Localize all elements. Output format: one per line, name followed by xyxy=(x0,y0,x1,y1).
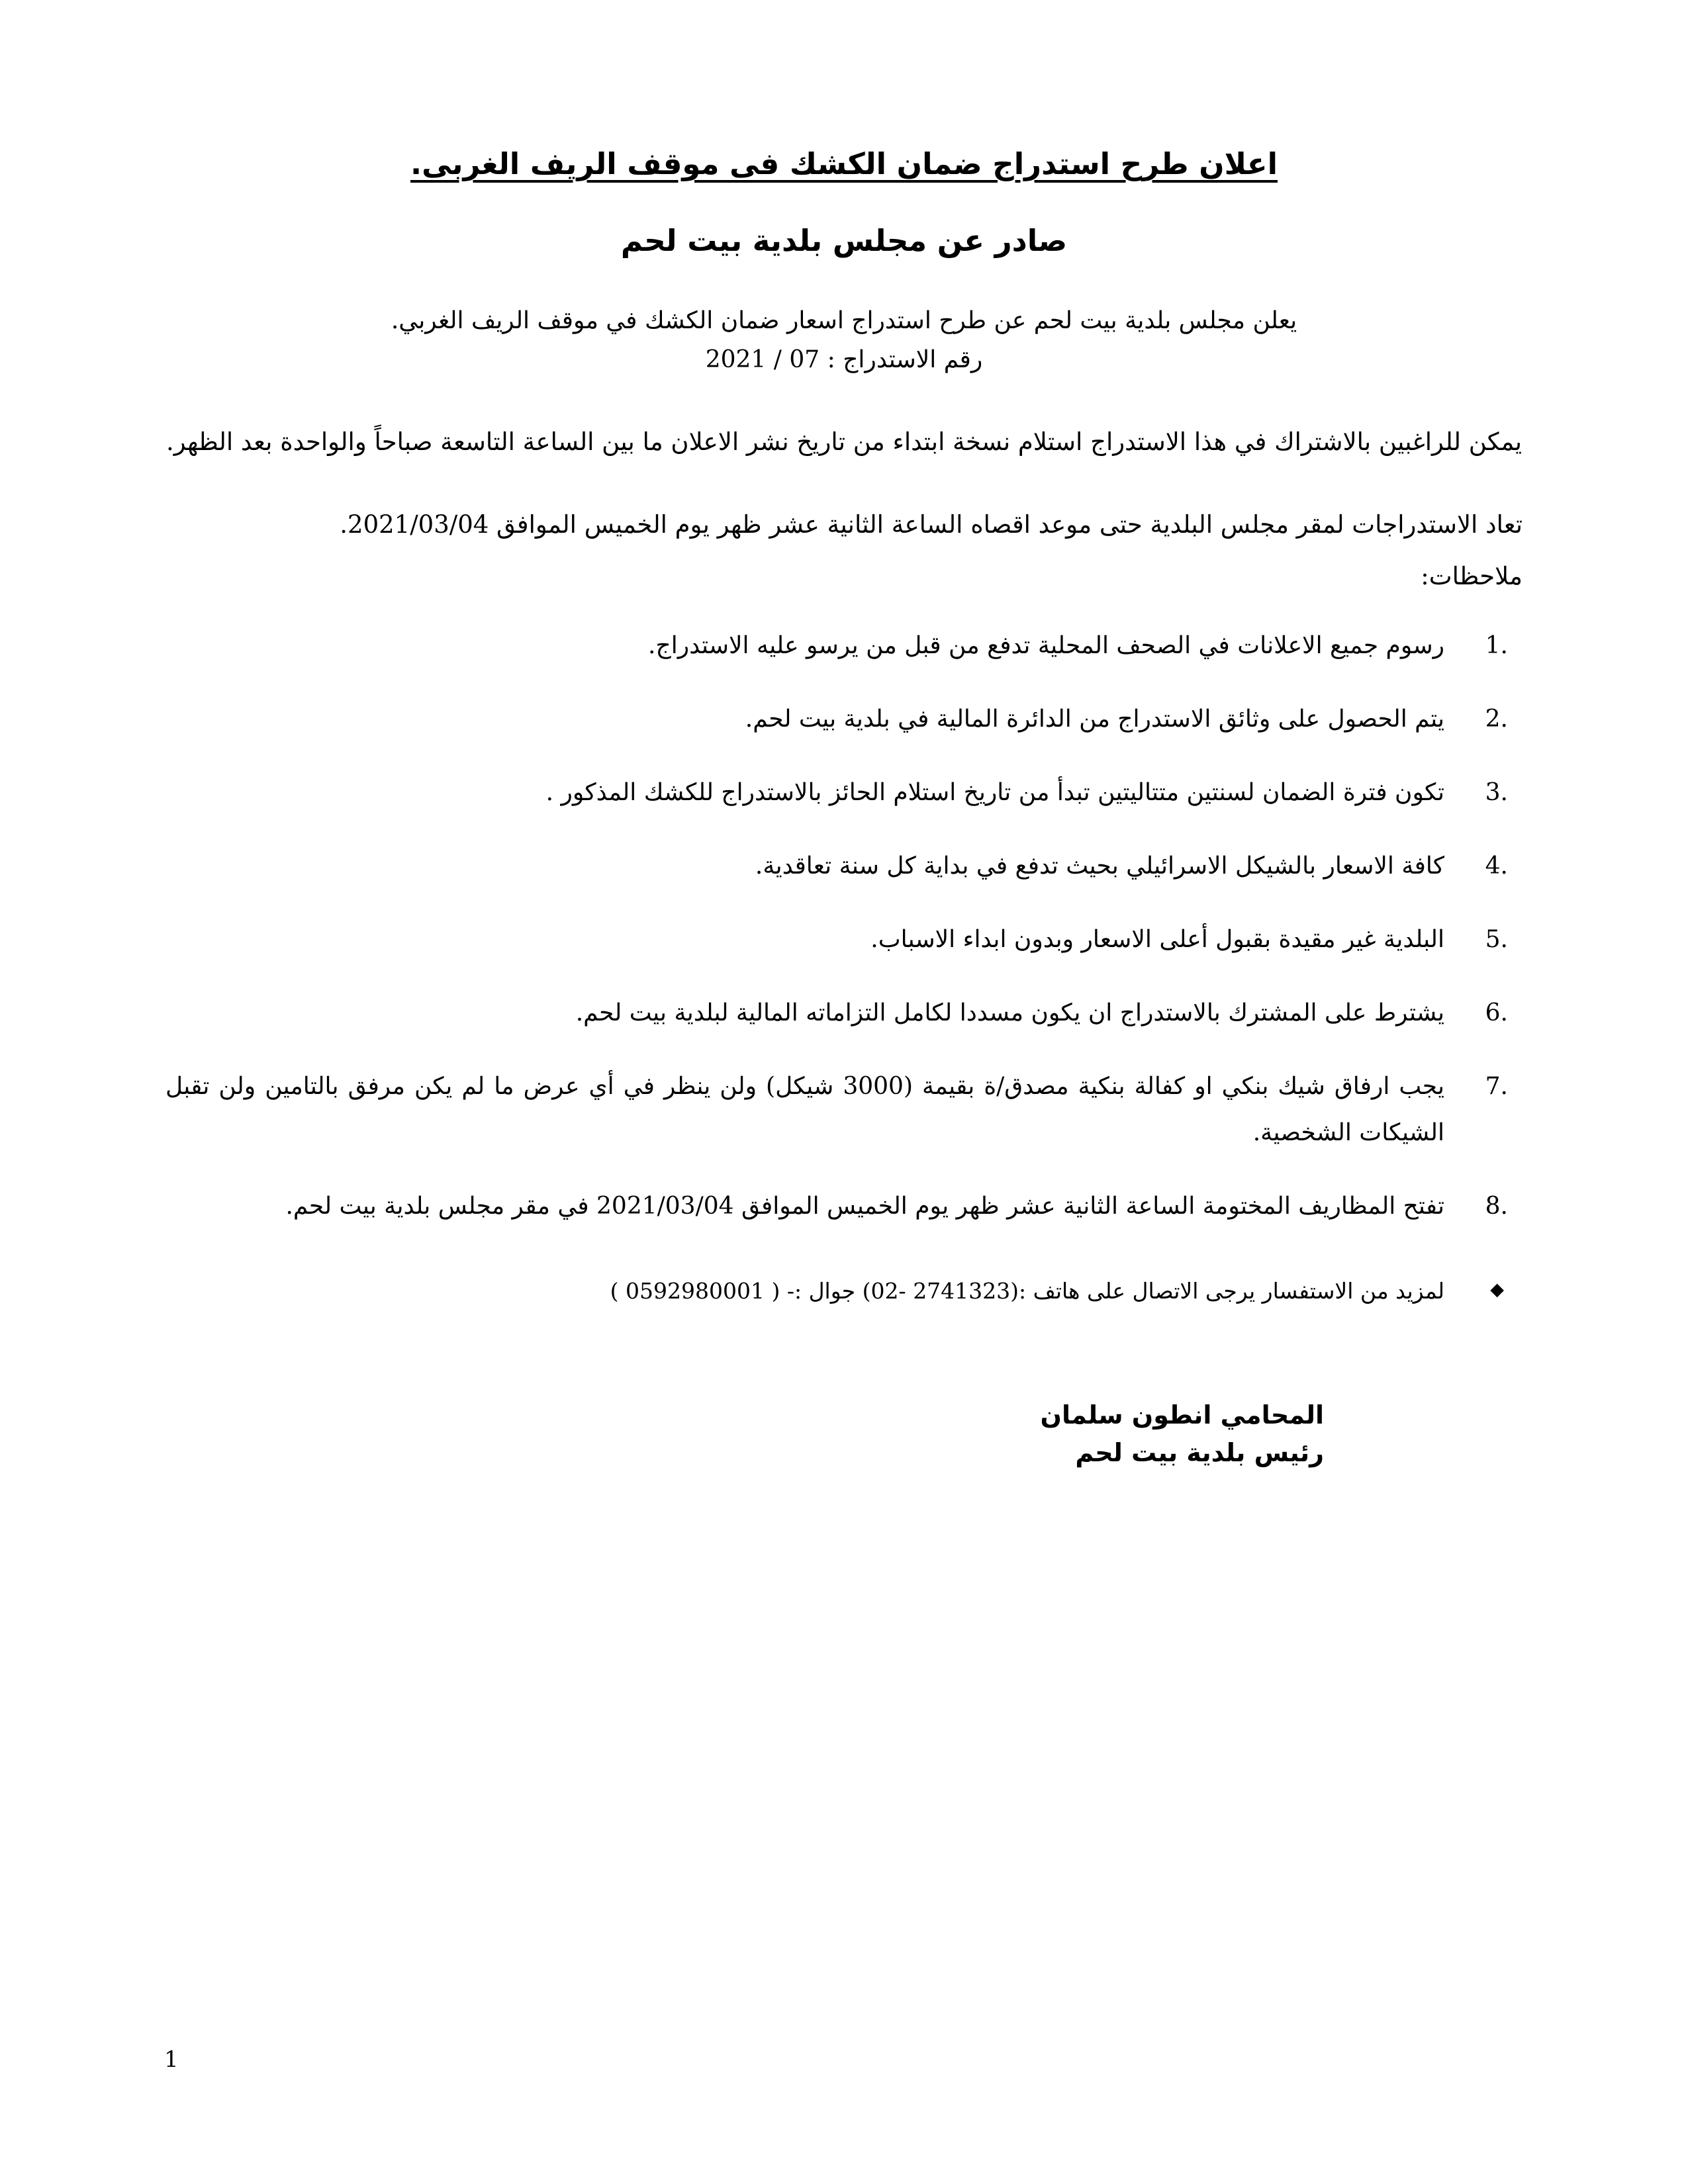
list-item-number: 3. xyxy=(1485,779,1508,807)
notes-list-item xyxy=(165,843,1523,889)
contact-bullet-row xyxy=(165,1271,1523,1310)
document-title-text: اعلان طرح استدراج ضمان الكشك فى موقف الريف الغربى. xyxy=(410,146,1278,181)
list-item-number: 7. xyxy=(1485,1073,1508,1101)
intro-announcement-line: يعلن مجلس بلدية بيت لحم عن طرح استدراج اسعار ضمان الكشك في موقف الريف الغربي. xyxy=(391,306,1297,334)
list-item-text: يجب ارفاق شيك بنكي او كفالة بنكية مصدق/ة بقيمة (3000 شيكل) ولن ينظر في أي عرض ما لم يكن مرفق بالتامين ولن تقبل الشيكات الشخصية. xyxy=(165,1073,1444,1146)
list-item-text: تكون فترة الضمان لسنتين متتاليتين تبدأ من تاريخ استلام الحائز بالاستدراج للكشك المذكور . xyxy=(545,779,1444,807)
list-item-text: كافة الاسعار بالشيكل الاسرائيلي بحيث تدفع في بداية كل سنة تعاقدية. xyxy=(755,852,1444,880)
document-body xyxy=(165,144,1523,1472)
notes-list-item xyxy=(165,990,1523,1036)
participation-paragraph: يمكن للراغبين بالاشتراك في هذا الاستدراج استلام نسخة ابتداء من تاريخ نشر الاعلان ما بين الساعة التاسعة صباحاً والواحدة بعد الظهر. xyxy=(165,428,1523,457)
notes-list-item xyxy=(165,770,1523,815)
page-number: 1 xyxy=(164,2046,179,2073)
signature-position: رئيس بلدية بيت لحم xyxy=(1075,1438,1324,1468)
document-subtitle-text: صادر عن مجلس بلدية بيت لحم xyxy=(620,222,1068,258)
diamond-bullet-icon: ◆ xyxy=(1490,1279,1504,1300)
intro-reference-number-line: رقم الاستدراج : 07 / 2021 xyxy=(705,346,983,374)
list-item-text: يشترط على المشترك بالاستدراج ان يكون مسددا لكامل التزاماته المالية لبلدية بيت لحم. xyxy=(575,999,1444,1027)
notes-heading: ملاحظات: xyxy=(1421,562,1523,591)
list-item-number: 6. xyxy=(1485,999,1508,1027)
notes-list-item xyxy=(165,1064,1523,1155)
list-item-text: يتم الحصول على وثائق الاستدراج من الدائرة المالية في بلدية بيت لحم. xyxy=(745,705,1444,733)
signature-block xyxy=(165,1396,1324,1472)
signature-name: المحامي انطون سلمان xyxy=(1040,1400,1324,1430)
intro-block xyxy=(165,302,1523,379)
list-item-number: 1. xyxy=(1485,631,1508,659)
notes-list-item xyxy=(165,623,1523,668)
list-item-text: البلدية غير مقيدة بقبول أعلى الاسعار وبدون ابداء الاسباب. xyxy=(870,926,1444,954)
notes-list-item xyxy=(165,1183,1523,1229)
list-item-number: 4. xyxy=(1485,852,1508,880)
document-subtitle xyxy=(165,221,1523,261)
notes-list-item xyxy=(165,696,1523,742)
notes-list xyxy=(165,623,1523,1229)
list-item-text: رسوم جميع الاعلانات في الصحف المحلية تدفع من قبل من يرسو عليه الاستدراج. xyxy=(648,631,1444,659)
list-item-number: 5. xyxy=(1485,926,1508,954)
document-title xyxy=(165,144,1523,185)
list-item-number: 2. xyxy=(1485,705,1508,733)
list-item-text: تفتح المظاريف المختومة الساعة الثانية عشر ظهر يوم الخميس الموافق 2021/03/04 في مقر مجلس بلدية بيت لحم. xyxy=(285,1192,1444,1220)
deadline-paragraph: تعاد الاستدراجات لمقر مجلس البلدية حتى موعد اقصاه الساعة الثانية عشر ظهر يوم الخميس الموافق 2021/03/04. xyxy=(340,510,1523,539)
list-item-number: 8. xyxy=(1485,1192,1508,1220)
notes-list-item xyxy=(165,917,1523,962)
contact-text: لمزيد من الاستفسار يرجى الاتصال على هاتف :(2741323 -02) جوال :- ( 0592980001 ) xyxy=(610,1277,1444,1304)
